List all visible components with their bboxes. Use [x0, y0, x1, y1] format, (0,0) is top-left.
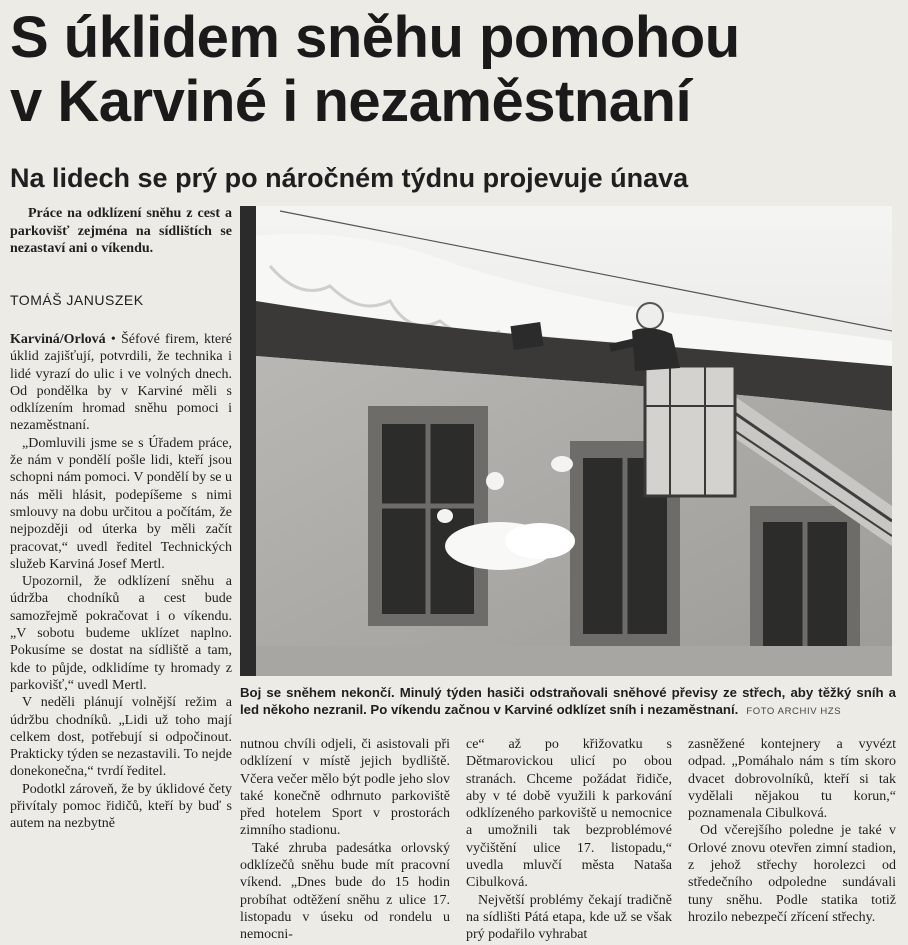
body-paragraph: V neděli plánují volnější režim a údržbu chodníků. „Lidi už toho mají celkem dost, potřebují si odpočinout. Prakticky týden se nezastavili. To nejde donekonečna,“ tvrdí ředitel.: [10, 695, 232, 780]
lead-paragraph: Práce na odklízení sněhu z cest a parkovišť zejména na sídlištích se nezastaví ani o víkendu.: [10, 206, 232, 256]
body-paragraph: zasněžené kontejnery a vyvézt odpad. „Pomáhalo nám s tím skoro dvacet dobrovolníků, kteří si tak vydělali nějakou tu korun,“ poznamenala Cibulková.: [688, 737, 896, 822]
text-column-1: [10, 331, 232, 941]
headline-line-2: v Karviné i nezaměstnaní: [10, 69, 692, 134]
body-paragraph: ce“ až po křižovatku s Dětmarovickou ulicí po obou stranách. Chceme požádat řidiče, aby v té době využili k parkování odklízeného parkoviště u nemocnice a umožnili tak bezproblémové vyčištění ulice 17. listopadu,“ uvedla mluvčí města Nataša Cibulková.: [466, 737, 672, 891]
subheadline: Na lidech se prý po náročném týdnu projevuje únava: [10, 163, 689, 193]
body-paragraph: Také zhruba padesátka orlovský odklízečů sněhu bude mít pracovní víkend. „Dnes bude do 15 hodin probíhat odtěžení sněhu z ulice 17. listopadu v úseku od rondelu u nemocni-: [240, 840, 450, 941]
news-photo: [240, 206, 892, 676]
dateline: Karviná/Orlová: [10, 332, 106, 347]
body-paragraph: Podotkl zároveň, že by úklidové čety přivítaly pomoc řidičů, kteří by buď s autem na nezbytně: [10, 781, 232, 832]
body-paragraph: nutnou chvíli odjeli, či asistovali při odklízení v místě jejich bydliště. Včera večer mělo být podle jeho slov také konečně odhrnuto parkoviště před hotelem Sport v prostorách zimního stadionu.: [240, 737, 450, 839]
text-column-4: [688, 736, 896, 941]
text-column-2: [240, 736, 450, 941]
photo-caption: [240, 684, 896, 720]
body-paragraph: [10, 331, 232, 435]
snow-roof-photo: [240, 206, 892, 676]
text-column-3: [466, 736, 672, 941]
caption-text: Boj se sněhem nekončí. Minulý týden hasiči odstraňovali sněhové převisy ze střech, aby těžký sníh a led někoho nezranil. Po víkendu začnou v Karviné odklízet sníh i nezaměstnaní.: [240, 685, 896, 717]
headline-line-1: S úklidem sněhu pomohou: [10, 5, 740, 70]
photo-credit: FOTO ARCHIV HZS: [746, 706, 842, 717]
body-paragraph: Upozornil, že odklízení sněhu a údržba chodníků a cest bude samozřejmě pokračovat i o víkendu. „V sobotu budeme uklízet naplno. Pokusíme se dostat na sídliště a tam, kde to půjde, odklidíme ty hromady z parkovišť,“ uvedl Mertl.: [10, 574, 232, 693]
body-paragraph: Největší problémy čekají tradičně na sídlišti Pátá etapa, kde už se však prý podařilo vyhrabat: [466, 892, 672, 941]
byline: TOMÁŠ JANUSZEK: [10, 292, 144, 308]
body-paragraph: Od včerejšího poledne je také v Orlové znovu otevřen zimní stadion, z jehož střechy horolezci od středečního odpoledne sundávali tuny sněhu. Podle statika totiž hrozilo nebezpečí zřícení střechy.: [688, 823, 896, 925]
body-text: Šéfové firem, které úklid zajišťují, potvrdili, že technika i lidé vyrazí do ulic i ve volných dnech. Od pondělka by v Karviné měli s odklízením hromad sněhu pomoci i nezaměstnaní.: [10, 332, 232, 434]
body-paragraph: „Domluvili jsme se s Úřadem práce, že nám v pondělí pošle lidi, kteří jsou schopni nám pomoci. V pondělí by se u nás měli hlásit, podepíšeme s nimi smlouvy na dobu určitou a počítám, že nejpozději od úterka by měli začít pracovat,“ uvedl ředitel Technických služeb Karviná Josef Mertl.: [10, 435, 232, 572]
headline: [10, 6, 900, 134]
dateline-separator: •: [105, 332, 121, 347]
